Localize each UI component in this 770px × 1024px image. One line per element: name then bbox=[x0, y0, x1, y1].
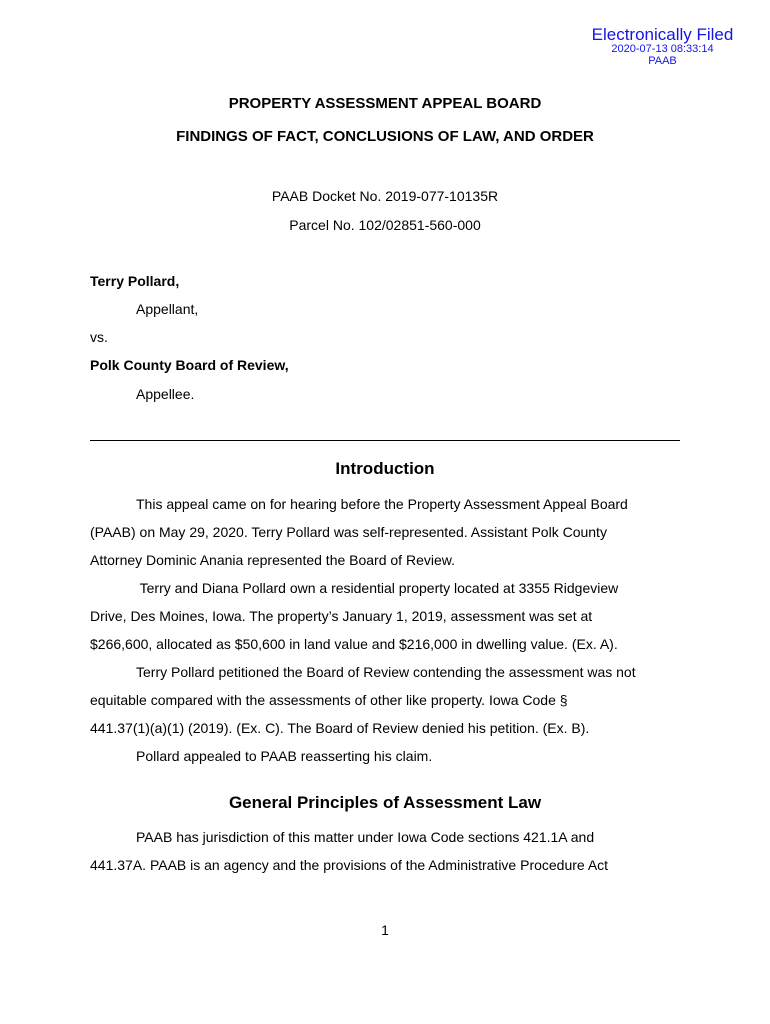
parcel-number: Parcel No. 102/02851-560-000 bbox=[289, 217, 481, 233]
stamp-org: PAAB bbox=[648, 55, 677, 67]
introduction-line: Terry and Diana Pollard own a residential property located at 3355 Ridgeview bbox=[136, 580, 619, 596]
introduction-line: $266,600, allocated as $50,600 in land value and $216,000 in dwelling value. (Ex. A). bbox=[90, 636, 618, 652]
introduction-line: Drive, Des Moines, Iowa. The property’s January 1, 2019, assessment was set at bbox=[90, 608, 593, 624]
docket-number: PAAB Docket No. 2019-077-10135R bbox=[271, 188, 499, 204]
introduction-heading: Introduction bbox=[335, 459, 435, 478]
introduction-line: 441.37(1)(a)(1) (2019). (Ex. C). The Board of Review denied his petition. (Ex. B). bbox=[90, 720, 590, 736]
versus: vs. bbox=[90, 329, 108, 345]
electronic-filing-stamp bbox=[560, 26, 765, 67]
board-title: PROPERTY ASSESSMENT APPEAL BOARD bbox=[228, 95, 542, 112]
introduction-line: This appeal came on for hearing before the Property Assessment Appeal Board bbox=[136, 496, 628, 512]
principles-line: 441.37A. PAAB is an agency and the provisions of the Administrative Procedure Act bbox=[90, 857, 609, 873]
appellant-role: Appellant, bbox=[136, 301, 199, 317]
introduction-line: Terry Pollard petitioned the Board of Review contending the assessment was not bbox=[136, 664, 636, 680]
introduction-line: Attorney Dominic Anania represented the Board of Review. bbox=[90, 552, 455, 568]
introduction-line: (PAAB) on May 29, 2020. Terry Pollard was self-represented. Assistant Polk County bbox=[90, 524, 607, 540]
appellant-name: Terry Pollard, bbox=[90, 273, 180, 289]
introduction-line: equitable compared with the assessments of other like property. Iowa Code § bbox=[90, 692, 568, 708]
appellee-name: Polk County Board of Review, bbox=[90, 357, 289, 373]
principles-line: PAAB has jurisdiction of this matter under Iowa Code sections 421.1A and bbox=[136, 829, 595, 845]
horizontal-divider bbox=[90, 440, 680, 441]
principles-heading: General Principles of Assessment Law bbox=[228, 793, 542, 812]
document-subtitle: FINDINGS OF FACT, CONCLUSIONS OF LAW, AND ORDER bbox=[176, 128, 594, 145]
stamp-title: Electronically Filed bbox=[591, 25, 734, 44]
appellee-role: Appellee. bbox=[136, 386, 195, 402]
page-number: 1 bbox=[381, 922, 389, 938]
stamp-date: 2020-07-13 08:33:14 bbox=[611, 43, 714, 55]
introduction-line: Pollard appealed to PAAB reasserting his claim. bbox=[136, 748, 433, 764]
